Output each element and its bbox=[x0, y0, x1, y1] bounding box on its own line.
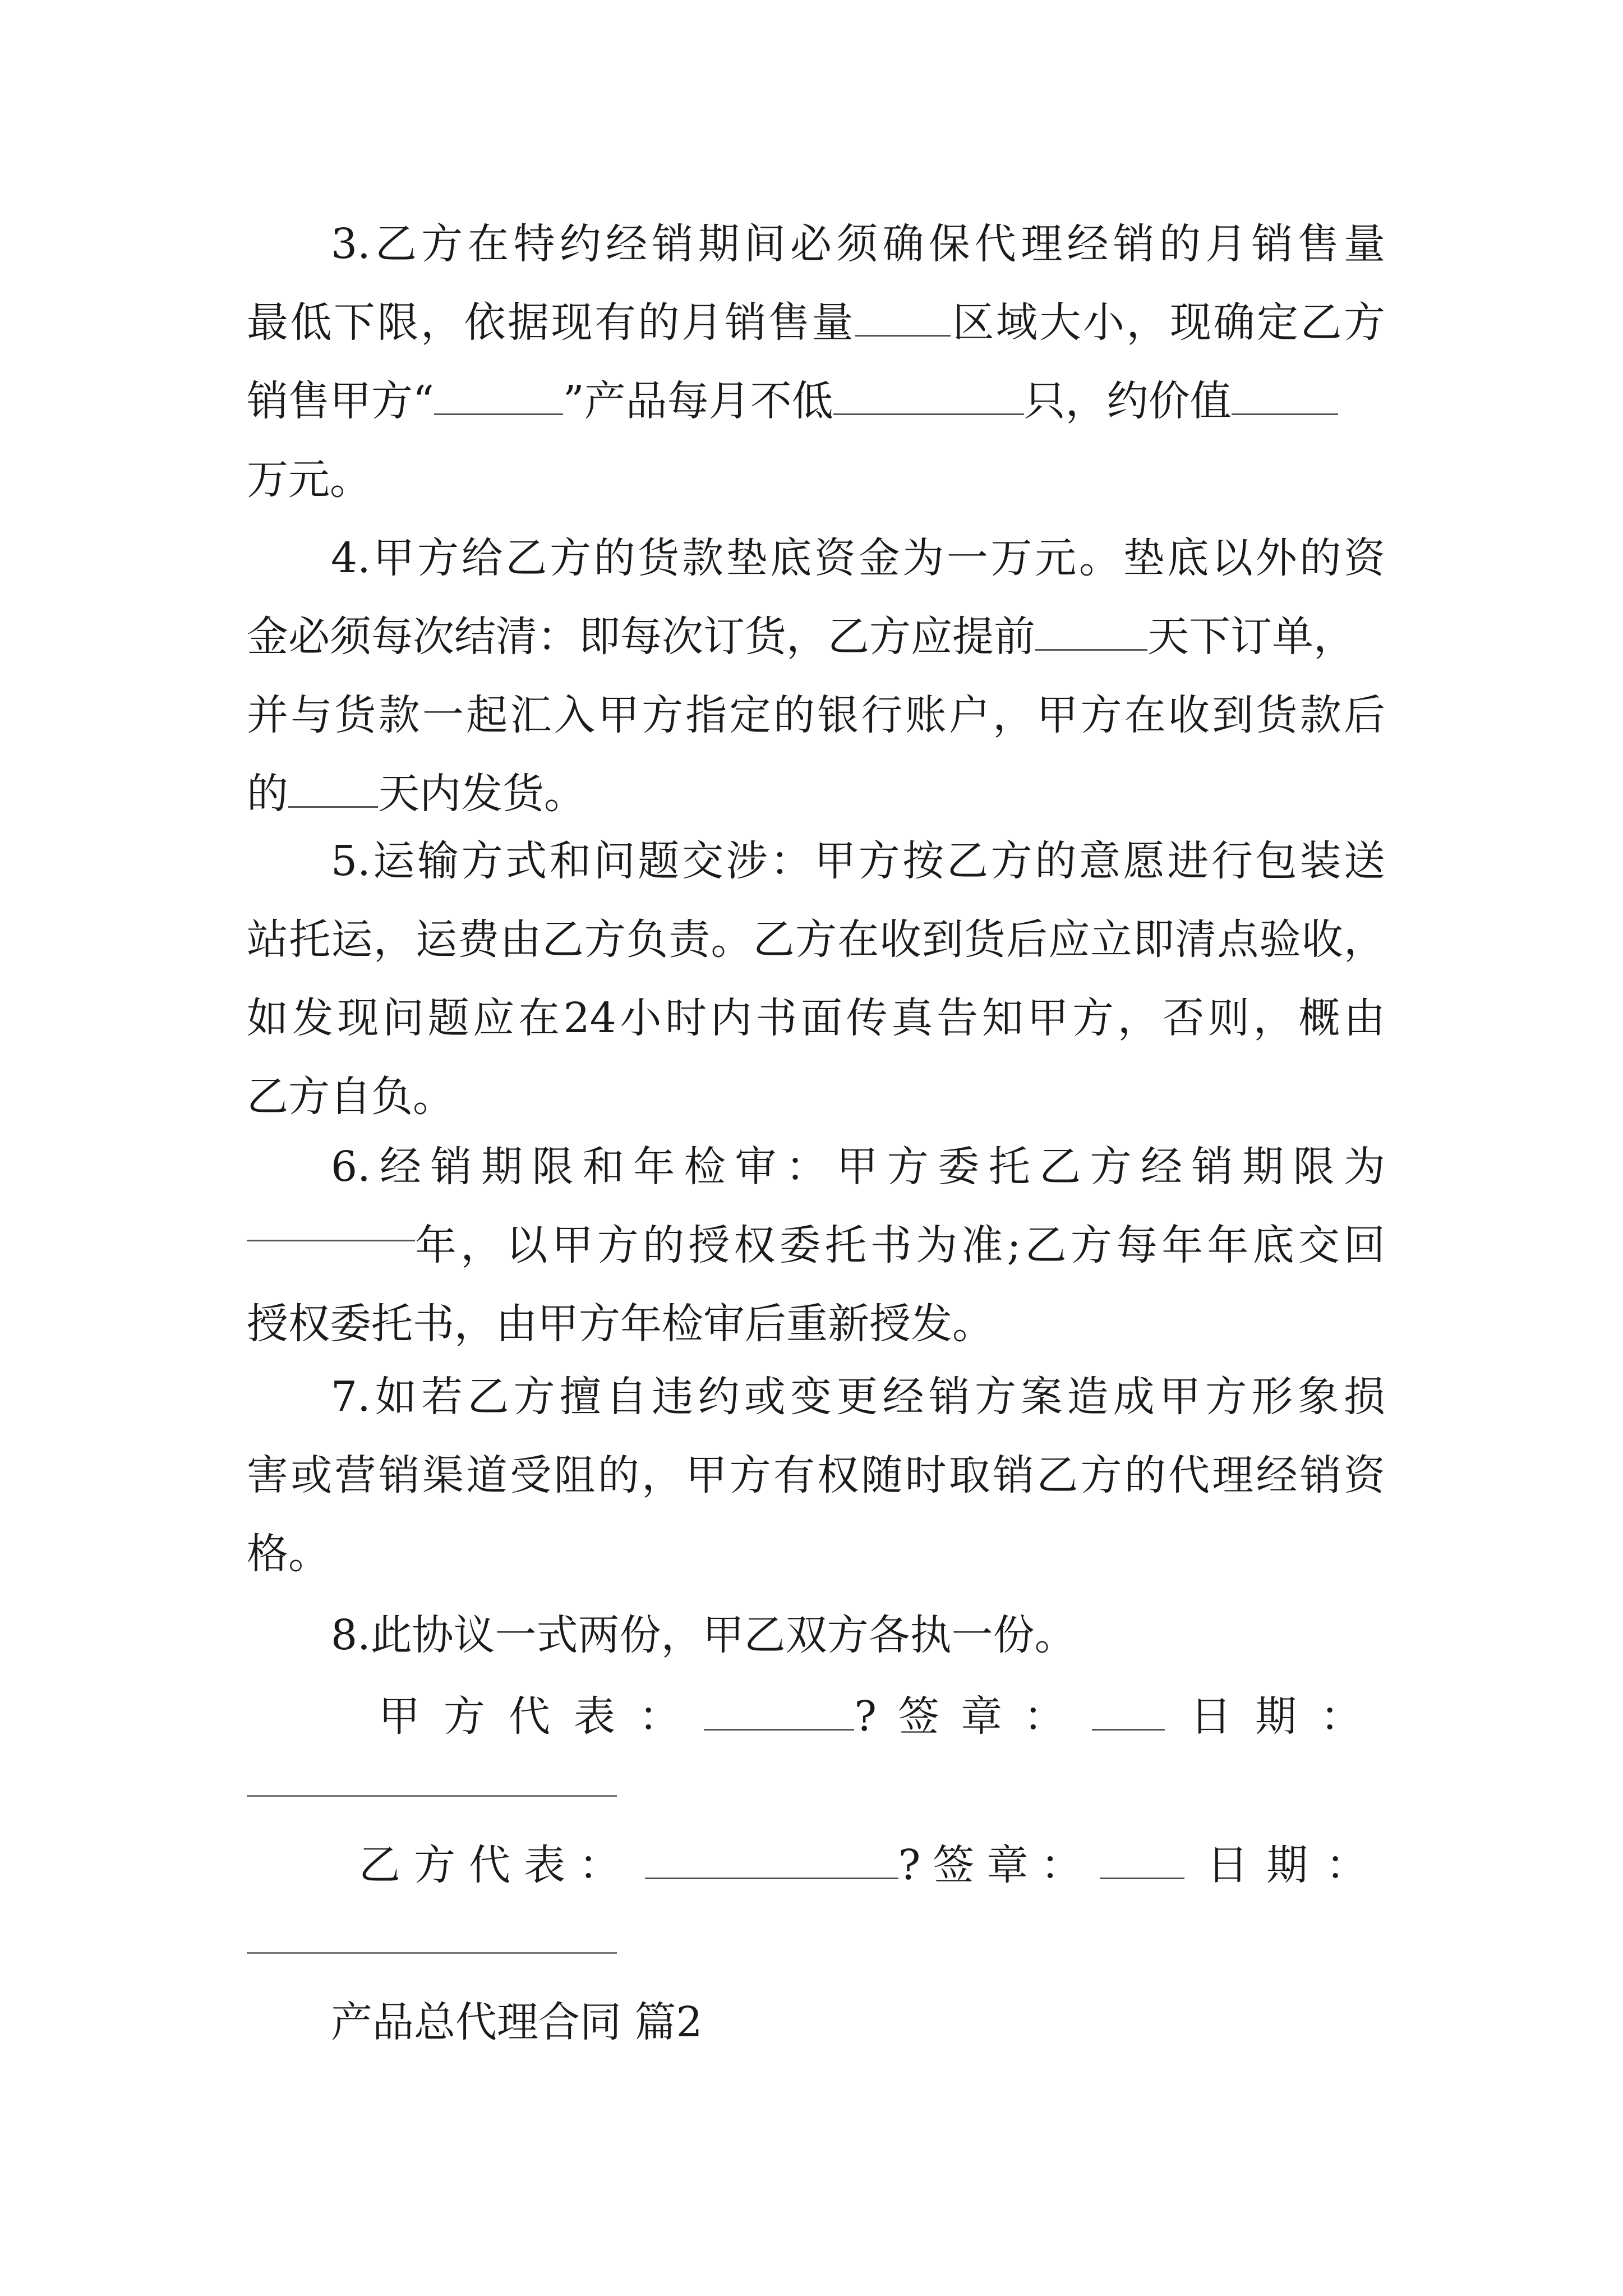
party-b-signature bbox=[247, 1826, 1385, 1904]
monthly-sales-blank bbox=[855, 301, 951, 337]
clause-5-line-4: 乙方自负。 bbox=[247, 1073, 454, 1121]
value-blank bbox=[1232, 380, 1338, 415]
term-years-blank bbox=[247, 1206, 415, 1241]
clause-4-line-1: 4.甲方给乙方的货款垫底资金为一万元。垫底以外的资 bbox=[331, 534, 1385, 582]
clause-3 bbox=[247, 205, 1385, 519]
quantity-blank bbox=[833, 380, 1024, 415]
party-b-rep-blank bbox=[645, 1844, 898, 1879]
clause-3-line-1: 3.乙方在特约经销期间必须确保代理经销的月销售量 bbox=[331, 220, 1385, 268]
party-a-rep-label: 甲方代表： bbox=[379, 1692, 704, 1741]
clause-3-text: 最低下限，依据现有的月销售量 bbox=[247, 298, 855, 347]
party-a-date-label: 日期： bbox=[1190, 1692, 1385, 1741]
clause-3-line-2 bbox=[247, 283, 1385, 362]
clause-8 bbox=[247, 1596, 1385, 1674]
clause-6-line-1: 6.经销期限和年检审：甲方委托乙方经销期限为 bbox=[331, 1143, 1385, 1191]
party-b-date-label: 日期： bbox=[1207, 1841, 1385, 1889]
clause-4-text: 金必须每次结清：即每次订货，乙方应提前 bbox=[247, 613, 1035, 661]
party-b-signature-line bbox=[247, 1826, 1385, 1904]
clause-4-line-4 bbox=[247, 754, 1385, 833]
clause-3-line-3 bbox=[247, 362, 1385, 440]
order-days-blank bbox=[1035, 615, 1147, 651]
party-a-rep-blank bbox=[704, 1695, 854, 1731]
party-b-rep-label: 乙方代表： bbox=[359, 1841, 634, 1889]
clause-8-line-1: 8.此协议一式两份，甲乙双方各执一份。 bbox=[331, 1611, 1076, 1659]
clause-6-text: 年，以甲方的授权委托书为准;乙方每年年底交回 bbox=[415, 1221, 1385, 1269]
clause-4 bbox=[247, 519, 1385, 833]
clause-4-text: 天下订单， bbox=[1147, 613, 1355, 661]
clause-5-line-1: 5.运输方式和问题交涉：甲方按乙方的意愿进行包装送 bbox=[331, 837, 1385, 885]
clause-7-line-3: 格。 bbox=[247, 1530, 330, 1578]
clause-6-line-3: 授权委托书，由甲方年检审后重新授发。 bbox=[247, 1300, 994, 1348]
party-b-date-blank bbox=[247, 1952, 617, 1954]
clause-3-text: ”产品每月不低 bbox=[562, 377, 833, 425]
clause-4-line-3: 并与货款一起汇入甲方指定的银行账户，甲方在收到货款后 bbox=[247, 691, 1385, 739]
party-a-seal-blank bbox=[1092, 1695, 1165, 1731]
next-section-title bbox=[247, 1983, 1385, 2062]
clause-5-line-2: 站托运，运费由乙方负责。乙方在收到货后应立即清点验收， bbox=[247, 915, 1385, 964]
party-a-signature-line bbox=[247, 1677, 1385, 1756]
party-b-seal-blank bbox=[1100, 1844, 1184, 1879]
delivery-days-blank bbox=[288, 772, 378, 808]
clause-3-text: 区域大小，现确定乙方 bbox=[951, 298, 1385, 347]
clause-7-line-1: 7.如若乙方擅自违约或变更经销方案造成甲方形象损 bbox=[331, 1373, 1385, 1421]
party-a-date-blank bbox=[247, 1795, 617, 1797]
clause-5-line-3: 如发现问题应在24小时内书面传真告知甲方，否则，概由 bbox=[247, 994, 1385, 1042]
product-name-blank bbox=[434, 380, 563, 415]
clause-3-text: 只，约价值 bbox=[1023, 377, 1232, 425]
clause-4-text: 天内发货。 bbox=[378, 770, 585, 818]
clause-6 bbox=[247, 1128, 1385, 1363]
clause-4-line-2 bbox=[247, 597, 1385, 676]
next-section-title-text: 产品总代理合同 篇2 bbox=[331, 1998, 703, 2046]
clause-4-text: 的 bbox=[247, 770, 288, 818]
clause-7-line-2: 害或营销渠道受阻的，甲方有权随时取销乙方的代理经销资 bbox=[247, 1451, 1385, 1499]
clause-6-line-2 bbox=[247, 1206, 1385, 1285]
clause-3-text: 销售甲方“ bbox=[247, 377, 434, 425]
party-a-signature bbox=[247, 1677, 1385, 1756]
clause-5 bbox=[247, 822, 1385, 1136]
party-a-seal-label: ?签章： bbox=[854, 1692, 1087, 1741]
party-b-seal-label: ?签章： bbox=[898, 1841, 1095, 1889]
clause-3-line-4: 万元。 bbox=[247, 455, 371, 504]
clause-7 bbox=[247, 1358, 1385, 1593]
